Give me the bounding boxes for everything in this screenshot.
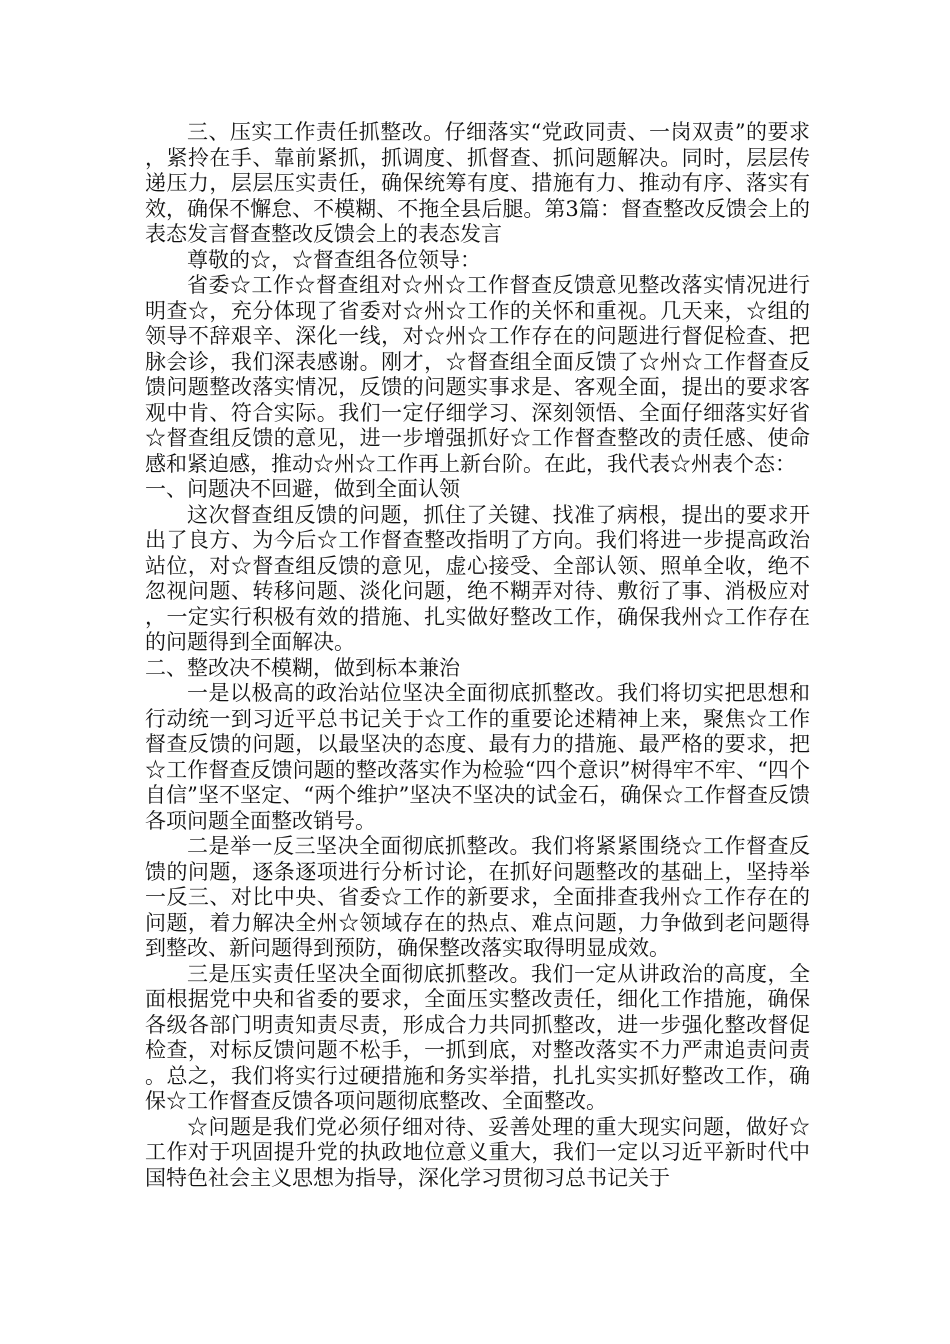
paragraph-point-three: 三是压实责任坚决全面彻底抓整改。我们一定从讲政治的高度，全面根据党中央和省委的要求，全面压实整改责任，细化工作措施，确保各级各部门明责知责尽责，形成合力共同抓整改，进一步强化整改督促检查，对标反馈问题不松手，一抓到底，对整改落实不力严肃追责问责。总之，我们将实行过硬措施和务实举措，扎扎实实抓好整改工作，确保☆工作督查反馈各项问题彻底整改、全面整改。 [145, 961, 810, 1113]
salutation: 尊敬的☆，☆督查组各位领导： [187, 247, 481, 272]
paragraph-point-two: 二是举一反三坚决全面彻底抓整改。我们将紧紧围绕☆工作督查反馈的问题，逐条逐项进行分析讨论，在抓好问题整改的基础上，坚持举一反三、对比中央、省委☆工作的新要求，全面排查我州☆工作存在的问题，着力解决全州☆领域存在的热点、难点问题，力争做到老问题得到整改、新问题得到预防，确保整改落实取得明显成效。 [145, 834, 810, 960]
paragraph-section-three: 三、压实工作责任抓整改。仔细落实“党政同责、一岗双责”的要求，紧拎在手、靠前紧抓，抓调度、抓督查、抓问题解决。同时，层层传递压力，层层压实责任，确保统筹有度、措施有力、推动有序、落实有效，确保不懈怠、不模糊、不拖全县后腿。第3篇：督查整改反馈会上的表态发言督查整改反馈会上的表态发言 [145, 120, 810, 246]
paragraph-heading-one-body: 这次督查组反馈的问题，抓住了关键、找准了病根，提出的要求开出了良方、为今后☆工作督查整改指明了方向。我们将进一步提高政治站位，对☆督查组反馈的意见，虚心接受、全部认领、照单全收，绝不忽视问题、转移问题、淡化问题，绝不糊弄对待、敷衍了事、消极应对，一定实行积极有效的措施、扎实做好整改工作，确保我州☆工作存在的问题得到全面解决。 [145, 502, 810, 654]
paragraph-intro: 省委☆工作☆督查组对☆州☆工作督查反馈意见整改落实情况进行明查☆，充分体现了省委对☆州☆工作的关怀和重视。几天来，☆组的领导不辞艰辛、深化一线，对☆州☆工作存在的问题进行督促检查、把脉会诊，我们深表感谢。刚才，☆督查组全面反馈了☆州☆工作督查反馈问题整改落实情况，反馈的问题实事求是、客观全面，提出的要求客观中肯、符合实际。我们一定仔细学习、深刻领悟、全面仔细落实好省☆督查组反馈的意见，进一步增强抓好☆工作督查整改的责任感、使命感和紧迫感，推动☆州☆工作再上新台阶。在此，我代表☆州表个态： [145, 273, 810, 476]
document-body [145, 120, 810, 1191]
heading-two: 二、整改决不模糊，做到标本兼治 [145, 655, 460, 680]
paragraph-point-one: 一是以极高的政治站位坚决全面彻底抓整改。我们将切实把思想和行动统一到习近平总书记关于☆工作的重要论述精神上来，聚焦☆工作督查反馈的问题，以最坚决的态度、最有力的措施、最严格的要求，把☆工作督查反馈问题的整改落实作为检验“四个意识”树得牢不牢、“四个自信”坚不坚定、“两个维护”坚决不坚决的试金石，确保☆工作督查反馈各项问题全面整改销号。 [145, 681, 810, 833]
heading-one: 一、问题决不回避，做到全面认领 [145, 477, 460, 501]
paragraph-closing: ☆问题是我们党必须仔细对待、妥善处理的重大现实问题，做好☆工作对于巩固提升党的执政地位意义重大，我们一定以习近平新时代中国特色社会主义思想为指导，深化学习贯彻习总书记关于 [145, 1114, 810, 1190]
